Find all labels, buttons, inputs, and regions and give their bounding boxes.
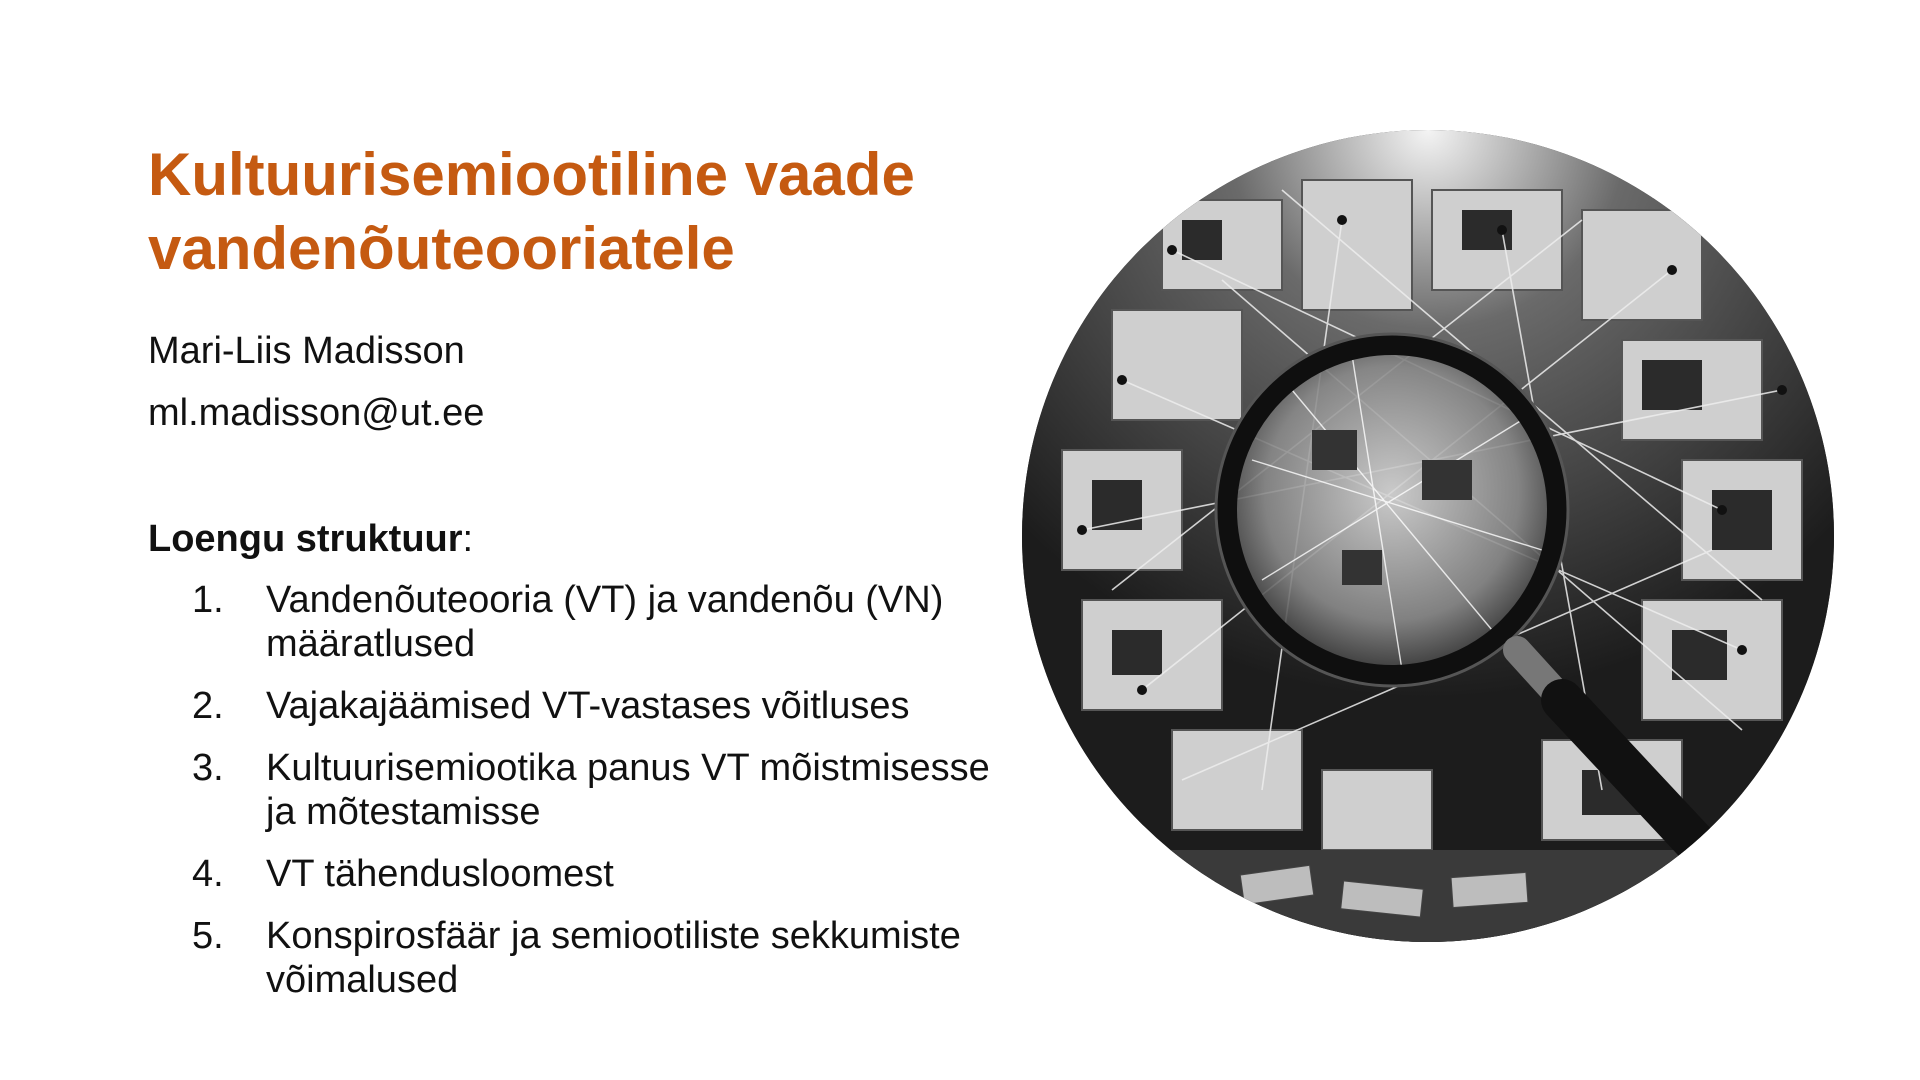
list-item-number: 3. [192, 747, 224, 789]
list-item-text: Kultuurisemiootika panus VT mõistmisesse ja mõtestamisse [266, 747, 990, 833]
list-item [148, 852, 1008, 896]
title-line-2: vandenõuteooriatele [148, 215, 735, 282]
list-item-number: 4. [192, 853, 224, 895]
list-item-text: Vajakajäämised VT-vastases võitluses [266, 685, 910, 727]
list-item-text: Vandenõuteooria (VT) ja vandenõu (VN) määratlused [266, 579, 944, 665]
list-item-number: 5. [192, 915, 224, 957]
list-item [148, 684, 1008, 728]
list-item-number: 2. [192, 685, 224, 727]
conspiracy-board-illustration [1022, 130, 1834, 942]
author-email: ml.madisson@ut.ee [148, 392, 485, 434]
author-name: Mari-Liis Madisson [148, 330, 465, 372]
list-item-text: VT tähendusloomest [266, 853, 614, 895]
title-line-1: Kultuurisemiootiline vaade [148, 141, 915, 208]
list-item-text: Konspirosfäär ja semiootiliste sekkumiste võimalused [266, 915, 961, 1001]
slide-title [148, 138, 1008, 286]
structure-heading-label: Loengu struktuur [148, 518, 463, 560]
structure-heading [148, 516, 473, 562]
structure-list [148, 578, 1008, 1020]
magnifying-glass-conspiracy-board-photo [1022, 130, 1834, 942]
list-item [148, 746, 1008, 834]
list-item [148, 914, 1008, 1002]
list-item-number: 1. [192, 579, 224, 621]
structure-heading-colon: : [462, 518, 474, 560]
list-item [148, 578, 1008, 666]
